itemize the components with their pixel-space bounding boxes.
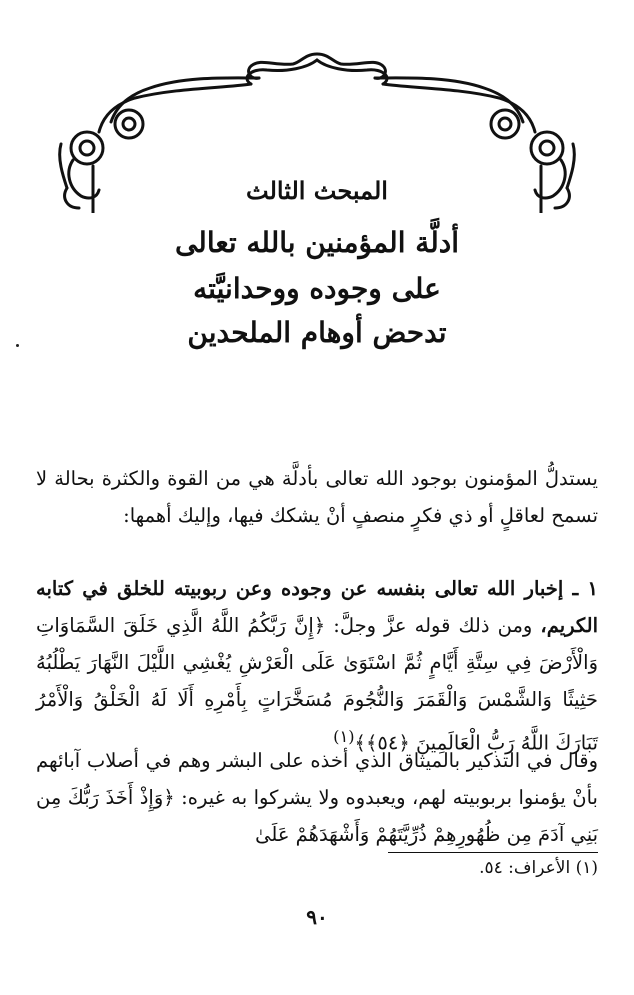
point-1-lead: ١ ـ إخبار الله تعالى بنفسه عن وجوده وعن ربوبيته للخلق في كتابه الكريم، [36,576,599,637]
point-1-paragraph [36,570,598,762]
quran-verse-araf-54: ﴿إِنَّ رَبَّكُمُ اللَّهُ الَّذِي خَلَقَ السَّمَاوَاتِ وَالْأَرْضَ فِي سِتَّةِ أَيَّامٍ ثُمَّ اسْتَوَىٰ عَلَى الْعَرْشِ يُغْشِي اللَّيْلَ النَّهَارَ يَطْلُبُهُ حَثِيثًا وَالشَّمْسَ وَالْقَمَرَ وَالنُّجُومَ مُسَخَّرَاتٍ بِأَمْرِهِ أَلَا لَهُ الْخَلْقُ وَالْأَمْرُ تَبَارَكَ اللَّهُ رَبُّ الْعَالَمِينَ ﴿٥٤﴾﴾ [36,613,598,754]
page-number: ٩٠ [306,905,328,929]
footnote-divider [388,852,598,853]
footnote-reference: (١) [333,726,355,746]
intro-paragraph: يستدلُّ المؤمنون بوجود الله تعالى بأدلَّة هي من القوة والكثرة بحالة لا تسمح لعاقلٍ أو ذي فكرٍ منصفٍ أنْ يشكك فيها، وإليك أهمها: [36,466,598,527]
chapter-title-line-3: تدحض أوهام الملحدين [187,316,447,349]
footnote-text: الأعراف: ٥٤. [479,858,571,878]
covenant-text: وقال في التذكير بالميثاق الذي أخذه على البشر وهم في أصلاب آبائهم بأنْ يؤمنوا بربوبيته لهم، ويعبدوه ولا يشركوا به غيره: [36,748,598,809]
section-label: المبحث الثالث [246,176,388,205]
point-1-text: ومن ذلك قوله عزَّ وجلَّ: [325,613,541,637]
covenant-paragraph [36,742,598,853]
chapter-title-line-1: أدلَّة المؤمنين بالله تعالى [174,226,460,259]
quran-verse-covenant: ﴿وَإِذْ أَخَذَ رَبُّكَ مِن بَنِي آدَمَ مِن ظُهُورِهِمْ ذُرِّيَّتَهُمْ وَأَشْهَدَهُمْ عَلَىٰ [36,785,598,846]
margin-speck [16,344,19,347]
footnote-marker: (١) [575,858,598,878]
footnote [479,858,598,878]
chapter-title-line-2: على وجوده ووحدانيَّته [193,272,441,305]
